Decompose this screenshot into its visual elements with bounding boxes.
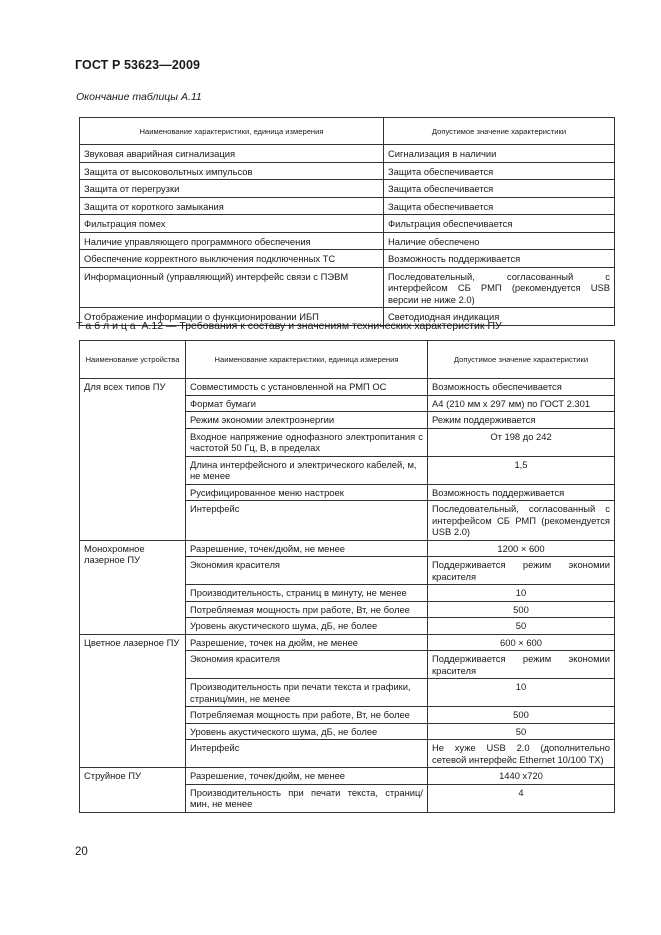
characteristic-name: Потребляемая мощность при работе, Вт, не более [186, 601, 428, 618]
table-row [80, 180, 615, 198]
characteristic-name: Режим экономии электроэнергии [186, 412, 428, 429]
table-a12 [79, 340, 615, 813]
characteristic-value: 1,5 [428, 456, 615, 484]
characteristic-value: Сигнализация в наличии [384, 145, 615, 163]
characteristic-value: 1200 × 600 [428, 540, 615, 557]
characteristic-value: Возможность обеспечивается [428, 379, 615, 396]
characteristic-name: Фильтрация помех [80, 215, 384, 233]
characteristic-name: Защита от перегрузки [80, 180, 384, 198]
characteristic-value: 500 [428, 707, 615, 724]
column-header: Наименование устройства [80, 341, 186, 379]
table-row [80, 162, 615, 180]
table-row [80, 267, 615, 308]
characteristic-name: Длина интерфейсного и электрического кабелей, м, не менее [186, 456, 428, 484]
characteristic-value: Последовательный, согласованный с интерфейсом СБ РМП (рекомендуется USB версии не ниже 2.0) [384, 267, 615, 308]
table-header-row [80, 341, 615, 379]
device-name: Струйное ПУ [80, 768, 186, 813]
characteristic-value: 500 [428, 601, 615, 618]
characteristic-value: Защита обеспечивается [384, 162, 615, 180]
characteristic-value: Светодиодная индикация [384, 308, 615, 326]
characteristic-value: Поддерживается режим экономии красителя [428, 651, 615, 679]
table-a12-caption: Т а б л и ц а А.12 — Требования к составу и значениям технических характеристик ПУ [76, 320, 502, 332]
column-header: Допустимое значение характеристики [428, 341, 615, 379]
column-header: Наименование характеристики, единица измерения [186, 341, 428, 379]
characteristic-value: От 198 до 242 [428, 428, 615, 456]
characteristic-name: Русифицированное меню настроек [186, 484, 428, 501]
table-row [80, 232, 615, 250]
characteristic-name: Уровень акустического шума, дБ, не более [186, 723, 428, 740]
table-header-row [80, 118, 615, 145]
document-header: ГОСТ Р 53623—2009 [75, 58, 201, 72]
characteristic-name: Наличие управляющего программного обеспечения [80, 232, 384, 250]
characteristic-value: Наличие обеспечено [384, 232, 615, 250]
characteristic-value: 4 [428, 784, 615, 812]
characteristic-name: Защита от высоковольтных импульсов [80, 162, 384, 180]
device-name: Цветное лазерное ПУ [80, 634, 186, 768]
table-row [80, 215, 615, 233]
characteristic-name: Производительность при печати текста, страниц/мин, не менее [186, 784, 428, 812]
characteristic-value: Защита обеспечивается [384, 197, 615, 215]
table-row [80, 768, 615, 785]
device-name: Для всех типов ПУ [80, 379, 186, 541]
characteristic-value: Не хуже USB 2.0 (дополнительно сетевой интерфейс Ethernet 10/100 TX) [428, 740, 615, 768]
characteristic-name: Производительность при печати текста и графики, страниц/мин, не менее [186, 679, 428, 707]
characteristic-name: Защита от короткого замыкания [80, 197, 384, 215]
characteristic-name: Совместимость с установленной на РМП ОС [186, 379, 428, 396]
characteristic-value: Возможность поддерживается [428, 484, 615, 501]
characteristic-name: Интерфейс [186, 740, 428, 768]
characteristic-name: Потребляемая мощность при работе, Вт, не более [186, 707, 428, 724]
column-header: Наименование характеристики, единица измерения [80, 118, 384, 145]
characteristic-value: Фильтрация обеспечивается [384, 215, 615, 233]
table-continuation-caption: Окончание таблицы А.11 [76, 91, 202, 103]
page-number: 20 [75, 846, 88, 858]
characteristic-value: 10 [428, 585, 615, 602]
characteristic-name: Интерфейс [186, 501, 428, 541]
characteristic-value: 50 [428, 723, 615, 740]
characteristic-value: Последовательный, согласованный с интерфейсом СБ РМП (рекомендуется USB 2.0) [428, 501, 615, 541]
characteristic-name: Разрешение, точек на дюйм, не менее [186, 634, 428, 651]
column-header: Допустимое значение характеристики [384, 118, 615, 145]
characteristic-name: Обеспечение корректного выключения подключенных ТС [80, 250, 384, 268]
characteristic-name: Экономия красителя [186, 557, 428, 585]
characteristic-value: 600 × 600 [428, 634, 615, 651]
characteristic-value: 50 [428, 618, 615, 635]
device-name: Монохромное лазерное ПУ [80, 540, 186, 634]
characteristic-name: Экономия красителя [186, 651, 428, 679]
characteristic-name: Формат бумаги [186, 395, 428, 412]
table-row [80, 197, 615, 215]
characteristic-name: Разрешение, точек/дюйм, не менее [186, 768, 428, 785]
characteristic-value: Режим поддерживается [428, 412, 615, 429]
table-row [80, 250, 615, 268]
characteristic-value: 10 [428, 679, 615, 707]
characteristic-value: Возможность поддерживается [384, 250, 615, 268]
characteristic-name: Уровень акустического шума, дБ, не более [186, 618, 428, 635]
characteristic-value: Поддерживается режим экономии красителя [428, 557, 615, 585]
characteristic-name: Производительность, страниц в минуту, не менее [186, 585, 428, 602]
characteristic-name: Отображение информации о функционировании ИБП [80, 308, 384, 326]
characteristic-name: Информационный (управляющий) интерфейс связи с ПЭВМ [80, 267, 384, 308]
characteristic-name: Разрешение, точек/дюйм, не менее [186, 540, 428, 557]
table-row [80, 634, 615, 651]
characteristic-name: Входное напряжение однофазного электропитания с частотой 50 Гц, В, в пределах [186, 428, 428, 456]
table-row [80, 145, 615, 163]
characteristic-value: А4 (210 мм х 297 мм) по ГОСТ 2.301 [428, 395, 615, 412]
table-row [80, 540, 615, 557]
table-a11-end [79, 117, 615, 326]
characteristic-value: 1440 x720 [428, 768, 615, 785]
table-row [80, 379, 615, 396]
characteristic-name: Звуковая аварийная сигнализация [80, 145, 384, 163]
characteristic-value: Защита обеспечивается [384, 180, 615, 198]
